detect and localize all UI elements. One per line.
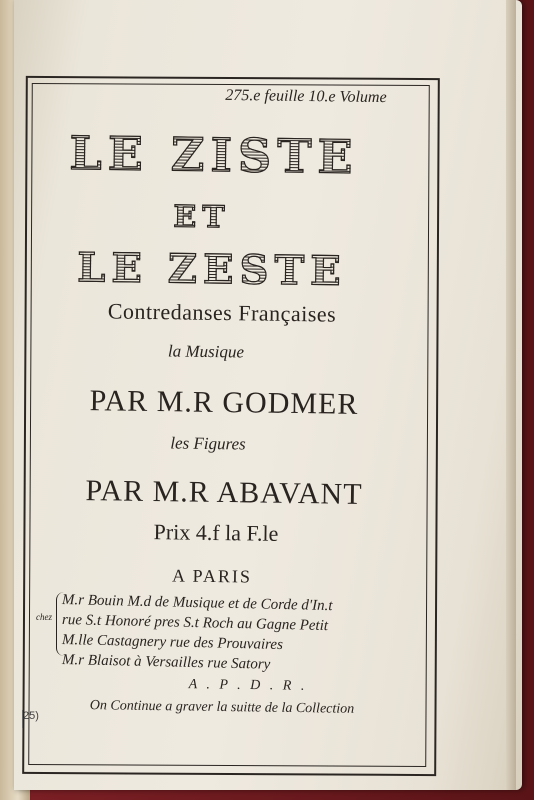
page-block-edge [506, 0, 516, 790]
composer-line: PAR M.R GODMER [89, 384, 359, 421]
seller-line-2: rue S.t Honoré pres S.t Roch au Gagne Petit [61, 612, 329, 635]
volume-note: 275.e feuille 10.e Volume [225, 86, 387, 107]
title-line-3: LE ZESTE [76, 244, 348, 295]
seller-line-4: M.r Blaisot à Versailles rue Satory [61, 652, 271, 673]
privilege-line: A . P . D . R . [188, 677, 308, 694]
place-line: A PARIS [171, 565, 253, 587]
seller-line-1: M.r Bouin M.d de Musique et de Corde d'In.t [61, 592, 333, 615]
footer-note: On Continue a graver la suitte de la Collection [89, 698, 355, 717]
library-stamp-number: 25) [22, 710, 45, 728]
subtitle: Contredanses Françaises [107, 298, 337, 327]
seller-line-3: M.lle Castagnery rue des Prouvaires [61, 632, 284, 654]
price-line: Prix 4.f la F.le [153, 519, 279, 546]
choreographer-line: PAR M.R ABAVANT [85, 474, 363, 511]
music-label: la Musique [167, 341, 245, 362]
chez-label: chez [36, 612, 52, 622]
title-line-2: ET [173, 199, 231, 236]
title-line-1: LE ZISTE [69, 125, 359, 185]
figures-label: les Figures [170, 433, 246, 454]
